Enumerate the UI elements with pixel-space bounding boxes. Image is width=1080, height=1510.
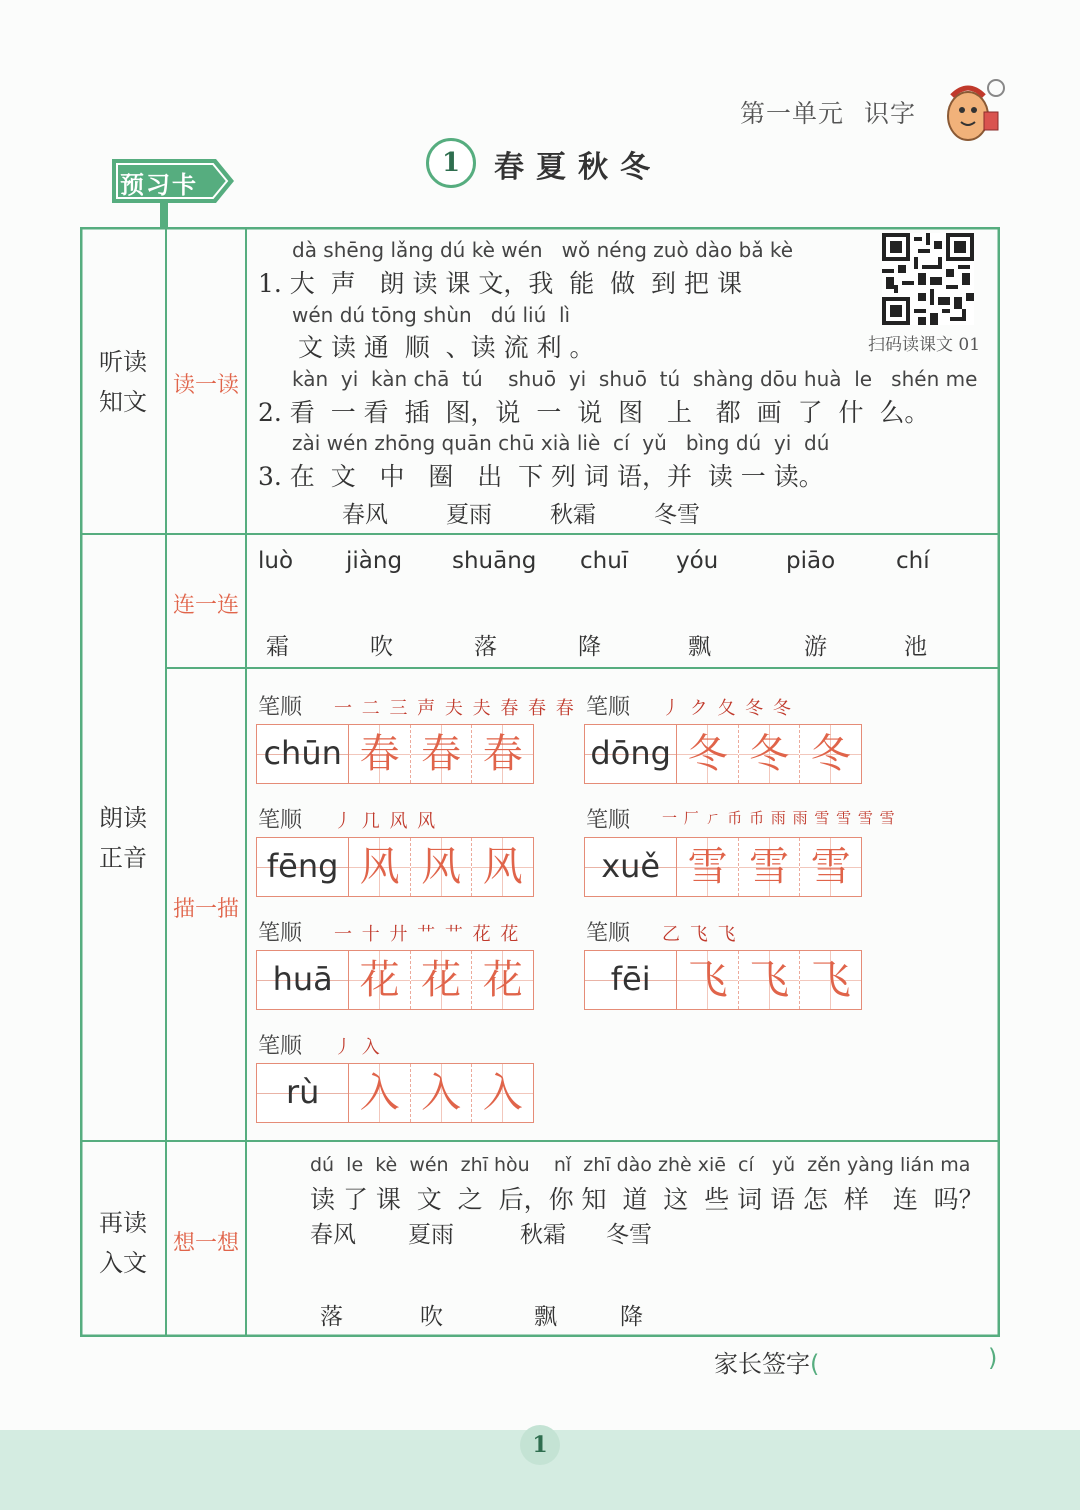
- trace-cell[interactable]: 入: [349, 1064, 411, 1122]
- trace-row-hua[interactable]: [256, 950, 534, 1010]
- trace-pinyin: dōng: [585, 725, 677, 783]
- unit-heading: [740, 94, 936, 130]
- stroke-label: 笔顺: [258, 1034, 303, 1059]
- trace-cell[interactable]: 花: [349, 951, 411, 1009]
- trace-cell[interactable]: 花: [472, 951, 533, 1009]
- connect-pinyin-7[interactable]: chí: [896, 548, 930, 574]
- activity-connect: 连一连: [172, 593, 239, 618]
- read-line2-text: 文 读 通 顺 、读 流 利 。: [298, 333, 595, 362]
- connect-pinyin-3[interactable]: shuāng: [452, 548, 537, 574]
- activity-read: 读一读: [172, 373, 239, 398]
- think-verb-4[interactable]: 降: [620, 1304, 643, 1330]
- trace-pinyin: huā: [257, 951, 349, 1009]
- mascot-icon: [938, 72, 1008, 152]
- signature-field[interactable]: [822, 1346, 986, 1376]
- trace-cell[interactable]: 春: [411, 725, 473, 783]
- stroke-label: 笔顺: [258, 921, 303, 946]
- connect-char-7[interactable]: 池: [904, 634, 927, 660]
- trace-row-dong[interactable]: [584, 724, 862, 784]
- read-word-4: 冬雪: [654, 502, 700, 528]
- stroke-order-xue: 一 厂 ㄏ 币 币 雨 雨 雪 雪 雪 雪: [662, 809, 896, 827]
- connect-char-4[interactable]: 降: [578, 634, 601, 660]
- page-number: 1: [520, 1425, 560, 1465]
- trace-pinyin: xuě: [585, 838, 677, 896]
- trace-row-feng[interactable]: [256, 837, 534, 897]
- stroke-order-chun: 一 二 三 声 夫 夫 春 春 春: [334, 698, 576, 719]
- think-question-pinyin: dú le kè wén zhī hòu nǐ zhī dào zhè xiē cí yǔ zěn yàng lián ma: [310, 1154, 971, 1176]
- stroke-label: 笔顺: [258, 808, 303, 833]
- trace-cell[interactable]: 冬: [739, 725, 801, 783]
- think-word-3[interactable]: 秋霜: [520, 1222, 566, 1248]
- activity-think: 想一想: [172, 1231, 239, 1256]
- read-line2-pinyin: wén dú tōng shùn dú liú lì: [292, 303, 571, 327]
- read-line1-pinyin: dà shēng lǎng dú kè wén wǒ néng zuò dào bǎ kè: [292, 238, 794, 262]
- think-word-1[interactable]: 春风: [310, 1222, 356, 1248]
- trace-row-fei[interactable]: [584, 950, 862, 1010]
- connect-char-6[interactable]: 游: [804, 634, 827, 660]
- trace-cell[interactable]: 冬: [800, 725, 861, 783]
- trace-row-xue[interactable]: [584, 837, 862, 897]
- think-verb-3[interactable]: 飘: [534, 1304, 557, 1330]
- connect-pinyin-1[interactable]: luò: [258, 548, 294, 574]
- trace-cell[interactable]: 花: [411, 951, 473, 1009]
- trace-cell[interactable]: 飞: [800, 951, 861, 1009]
- read-word-1: 春风: [342, 502, 388, 528]
- section-reread: 再读 入文: [99, 1209, 147, 1277]
- trace-cell[interactable]: 春: [349, 725, 411, 783]
- think-verb-1[interactable]: 落: [320, 1304, 343, 1330]
- signature-close-paren: ): [988, 1344, 998, 1372]
- read-line4-text: 3. 在 文 中 圈 出 下 列 词 语，并 读 一 读。: [258, 462, 824, 491]
- trace-cell[interactable]: 入: [411, 1064, 473, 1122]
- stroke-order-ru: 丿 入: [334, 1037, 382, 1058]
- connect-pinyin-6[interactable]: piāo: [786, 548, 836, 574]
- trace-cell[interactable]: 风: [472, 838, 533, 896]
- connect-char-1[interactable]: 霜: [266, 634, 289, 660]
- trace-pinyin: rù: [257, 1064, 349, 1122]
- stroke-order-hua: 一 十 廾 艹 艹 花 花: [334, 924, 521, 945]
- section-label: 识字: [864, 99, 917, 128]
- connect-char-5[interactable]: 飘: [688, 634, 711, 660]
- trace-cell[interactable]: 雪: [677, 838, 739, 896]
- lesson-title: 春夏秋冬: [494, 150, 662, 185]
- trace-cell[interactable]: 雪: [800, 838, 861, 896]
- connect-pinyin-4[interactable]: chuī: [580, 548, 629, 574]
- stroke-order-fei: 乙 飞 飞: [662, 924, 738, 945]
- read-line4-pinyin: zài wén zhōng quān chū xià liè cí yǔ bìng dú yi dú: [292, 431, 830, 455]
- trace-cell[interactable]: 春: [472, 725, 533, 783]
- unit-label: 第一单元: [740, 99, 845, 128]
- think-word-2[interactable]: 夏雨: [408, 1222, 454, 1248]
- stroke-order-dong: 丿 ク 夂 冬 冬: [662, 698, 793, 719]
- read-line3-pinyin: kàn yi kàn chā tú shuō yi shuō tú shàng dōu huà le shén me: [292, 367, 978, 391]
- trace-cell[interactable]: 飞: [739, 951, 801, 1009]
- trace-cell[interactable]: 飞: [677, 951, 739, 1009]
- stroke-label: 笔顺: [586, 808, 631, 833]
- qr-code-icon[interactable]: [882, 233, 974, 325]
- read-word-3: 秋霜: [550, 502, 596, 528]
- preview-card-label: 预习卡: [120, 171, 198, 199]
- section-read-aloud: 朗读 正音: [99, 804, 147, 872]
- trace-row-ru[interactable]: [256, 1063, 534, 1123]
- read-line1-text: 1. 大 声 朗 读 课 文，我 能 做 到 把 课: [258, 269, 742, 298]
- connect-char-2[interactable]: 吹: [370, 634, 393, 660]
- stroke-label: 笔顺: [258, 695, 303, 720]
- trace-pinyin: chūn: [257, 725, 349, 783]
- connect-pinyin-2[interactable]: jiàng: [346, 548, 403, 574]
- think-question-text: 读 了 课 文 之 后，你 知 道 这 些 词 语 怎 样 连 吗？: [310, 1185, 984, 1214]
- trace-pinyin: fēng: [257, 838, 349, 896]
- trace-pinyin: fēi: [585, 951, 677, 1009]
- signature-label: 家长签字: [714, 1350, 810, 1378]
- connect-pinyin-5[interactable]: yóu: [676, 548, 719, 574]
- lesson-number: 1: [426, 138, 476, 188]
- qr-caption: 扫码读课文 01: [868, 335, 981, 355]
- trace-cell[interactable]: 冬: [677, 725, 739, 783]
- trace-cell[interactable]: 风: [411, 838, 473, 896]
- trace-cell[interactable]: 风: [349, 838, 411, 896]
- section-listen: 听读 知文: [99, 348, 147, 416]
- trace-row-chun[interactable]: [256, 724, 534, 784]
- think-word-4[interactable]: 冬雪: [606, 1222, 652, 1248]
- think-verb-2[interactable]: 吹: [420, 1304, 443, 1330]
- stroke-label: 笔顺: [586, 695, 631, 720]
- trace-cell[interactable]: 入: [472, 1064, 533, 1122]
- trace-cell[interactable]: 雪: [739, 838, 801, 896]
- connect-char-3[interactable]: 落: [474, 634, 497, 660]
- activity-trace: 描一描: [172, 897, 239, 922]
- stroke-label: 笔顺: [586, 921, 631, 946]
- read-word-2: 夏雨: [446, 502, 492, 528]
- read-line3-text: 2. 看 一 看 插 图，说 一 说 图 上 都 画 了 什 么。: [258, 398, 930, 427]
- parent-signature: [714, 1344, 819, 1379]
- stroke-order-feng: 丿 几 风 风: [334, 811, 438, 832]
- signature-open-paren: (: [810, 1350, 820, 1378]
